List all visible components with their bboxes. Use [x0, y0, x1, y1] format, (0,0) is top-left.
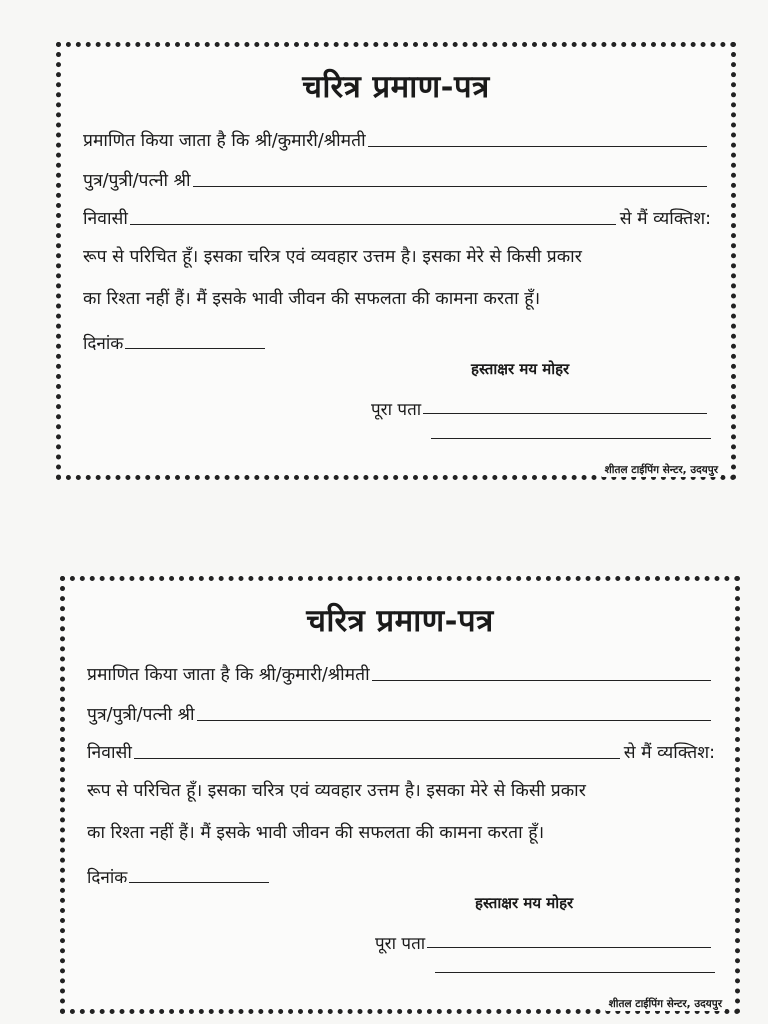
character-certificate-form	[56, 42, 736, 480]
address-blank-line-2[interactable]	[435, 971, 715, 973]
date-row	[87, 865, 269, 888]
name-label: प्रमाणित किया जाता है कि श्री/कुमारी/श्रीमती	[87, 665, 370, 685]
signature-label: हस्ताक्षर मय मोहर	[475, 894, 574, 912]
certificate-title: चरित्र प्रमाण-पत्र	[302, 69, 490, 105]
relation-label: पुत्र/पुत्री/पत्नी श्री	[87, 705, 195, 725]
resident-blank-line[interactable]	[130, 223, 616, 225]
resident-label: निवासी	[87, 743, 132, 763]
address-label: पूरा पता	[371, 400, 422, 420]
body-text-line-2: का रिश्ता नहीं हैं। मैं इसके भावी जीवन की सफलता की कामना करता हूँ।	[83, 289, 541, 309]
name-label: प्रमाणित किया जाता है कि श्री/कुमारी/श्रीमती	[83, 131, 366, 151]
address-blank-line-1[interactable]	[423, 412, 707, 414]
resident-label: निवासी	[83, 209, 128, 229]
resident-suffix: से मैं व्यक्तिश:	[619, 209, 711, 229]
date-blank-line[interactable]	[129, 881, 269, 883]
relation-label: पुत्र/पुत्री/पत्नी श्री	[83, 171, 191, 191]
date-blank-line[interactable]	[125, 347, 265, 349]
relation-blank-line[interactable]	[197, 719, 711, 721]
certificate-title: चरित्र प्रमाण-पत्र	[306, 603, 494, 639]
address-blank-line-1[interactable]	[427, 946, 711, 948]
footer-imprint: शीतल टाईपिंग सेन्टर, उदयपुर	[602, 463, 721, 477]
date-row	[83, 331, 265, 354]
address-blank-line-2[interactable]	[431, 437, 711, 439]
relation-blank-line[interactable]	[193, 185, 707, 187]
body-text-row	[83, 245, 711, 269]
address-label: पूरा पता	[375, 934, 426, 954]
footer-imprint: शीतल टाईपिंग सेन्टर, उदयपुर	[606, 997, 725, 1011]
resident-blank-line[interactable]	[134, 757, 620, 759]
address-row	[375, 931, 715, 954]
body-text-row	[87, 821, 715, 845]
body-text-row	[87, 779, 715, 803]
date-label: दिनांक	[87, 868, 128, 888]
character-certificate-form	[60, 576, 740, 1014]
name-blank-line[interactable]	[372, 679, 711, 681]
body-text-line-1: रूप से परिचित हूँ। इसका चरित्र एवं व्यवहार उत्तम है। इसका मेरे से किसी प्रकार	[87, 781, 586, 801]
body-text-row	[83, 287, 711, 311]
name-blank-line[interactable]	[368, 145, 707, 147]
resident-row	[83, 207, 711, 231]
date-label: दिनांक	[83, 334, 124, 354]
resident-suffix: से मैं व्यक्तिश:	[623, 743, 715, 763]
address-row	[371, 397, 711, 420]
body-text-line-2: का रिश्ता नहीं हैं। मैं इसके भावी जीवन की सफलता की कामना करता हूँ।	[87, 823, 545, 843]
body-text-line-1: रूप से परिचित हूँ। इसका चरित्र एवं व्यवहार उत्तम है। इसका मेरे से किसी प्रकार	[83, 247, 582, 267]
name-row	[87, 663, 715, 687]
relation-row	[83, 169, 711, 193]
name-row	[83, 129, 711, 153]
resident-row	[87, 741, 715, 765]
signature-label: हस्ताक्षर मय मोहर	[471, 360, 570, 378]
relation-row	[87, 703, 715, 727]
